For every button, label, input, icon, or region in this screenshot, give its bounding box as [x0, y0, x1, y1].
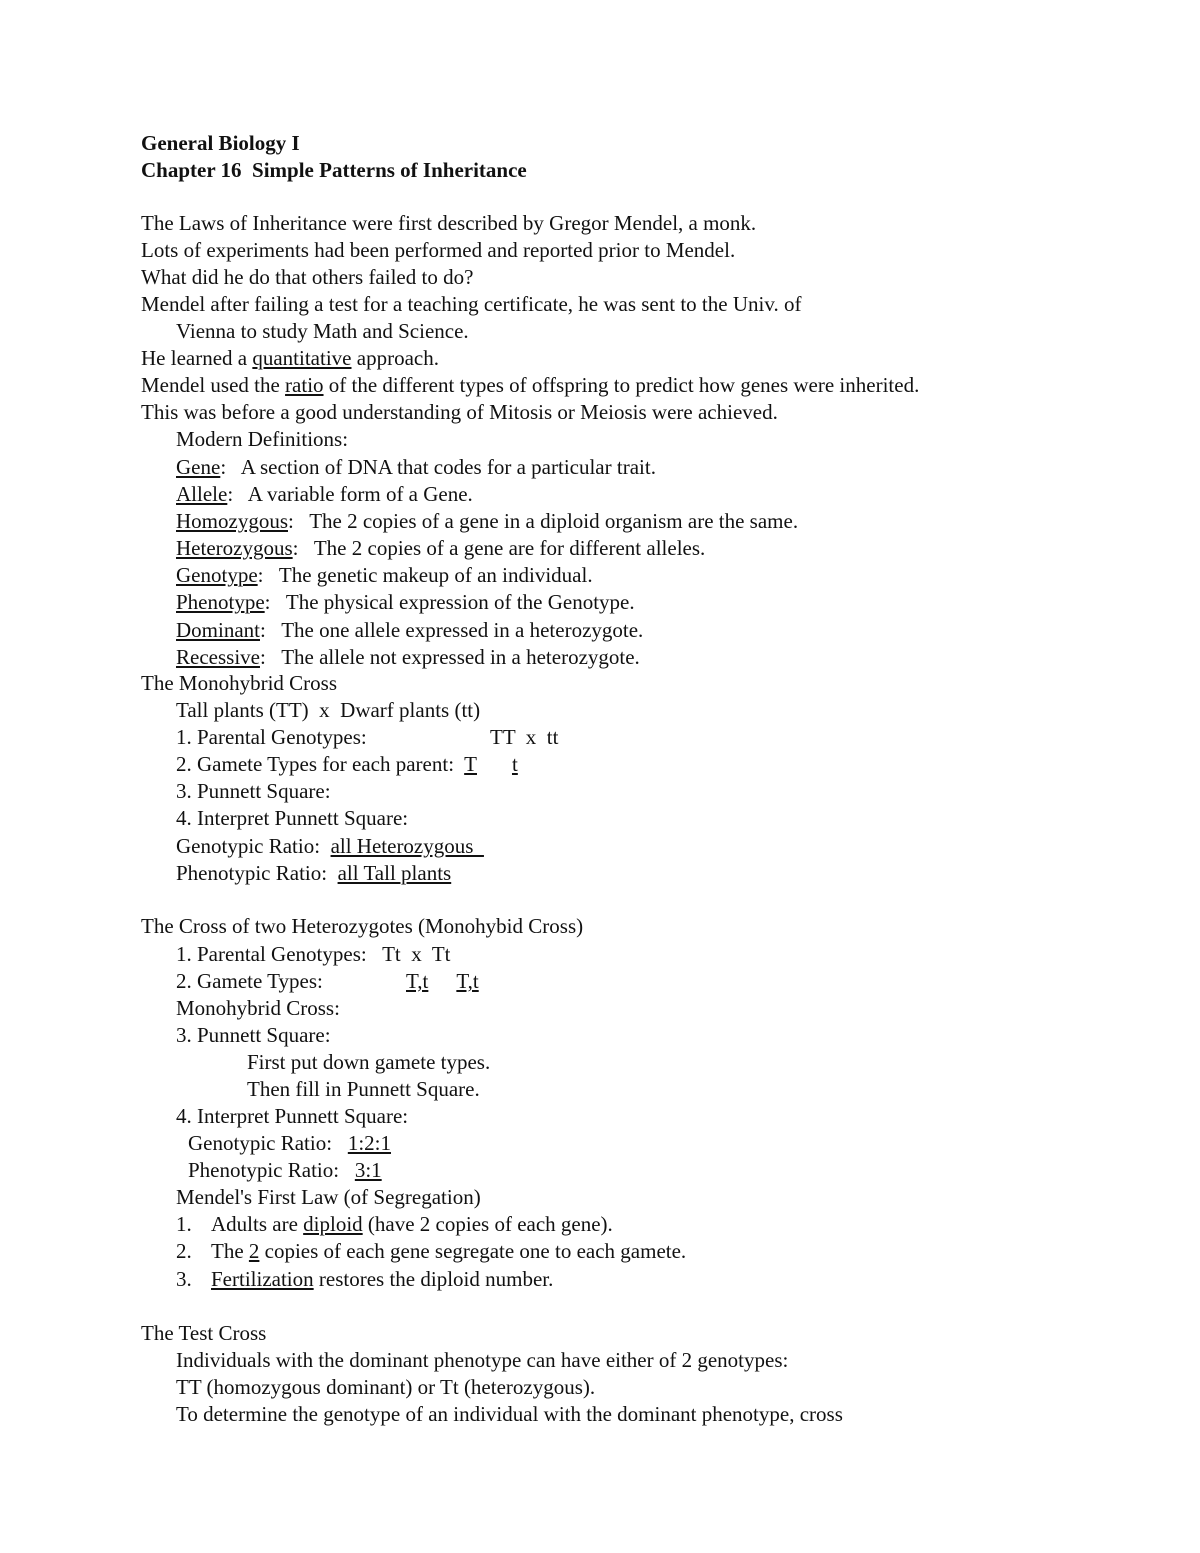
list-number: 1.	[176, 1212, 192, 1236]
intro-line-1: The Laws of Inheritance were first described by Gregor Mendel, a monk.	[141, 211, 757, 235]
definition-text: : The 2 copies of a gene in a diploid organism are the same.	[288, 509, 799, 533]
text: Mendel used the	[141, 373, 286, 397]
text: The	[211, 1239, 249, 1263]
text: (have 2 copies of each gene).	[362, 1212, 613, 1236]
hetero-mono-label: Monohybrid Cross:	[176, 996, 340, 1020]
monohybrid-step-1	[176, 724, 558, 750]
definition-text: : The one allele expressed in a heterozygote.	[260, 618, 644, 642]
definitions-heading: Modern Definitions:	[176, 427, 349, 451]
monohybrid-example: Tall plants (TT) x Dwarf plants (tt)	[176, 698, 481, 722]
law-item	[176, 1266, 553, 1292]
monohybrid-genotypic-ratio	[176, 833, 484, 859]
intro-line-4: Mendel after failing a test for a teaching certificate, he was sent to the Univ. of	[141, 292, 802, 316]
ratio-value: 1:2:1	[347, 1131, 391, 1155]
step-label: 2. Gamete Types:	[176, 969, 323, 993]
step-value: TT x tt	[490, 725, 559, 749]
definition-text: : A variable form of a Gene.	[227, 482, 473, 506]
definition-text: : The genetic makeup of an individual.	[257, 563, 593, 587]
monohybrid-step-4: 4. Interpret Punnett Square:	[176, 806, 409, 830]
definition-term: Allele	[176, 482, 228, 506]
definition-text: : A section of DNA that codes for a particular trait.	[220, 455, 656, 479]
underlined-term: quantitative	[252, 346, 352, 370]
definition-term: Genotype	[176, 563, 258, 587]
hetero-step-1: 1. Parental Genotypes: Tt x Tt	[176, 942, 451, 966]
hetero-step-2	[176, 968, 479, 994]
list-number: 3.	[176, 1267, 192, 1291]
hetero-step-4: 4. Interpret Punnett Square:	[176, 1104, 409, 1128]
text: approach.	[351, 346, 439, 370]
gamete-type: t	[511, 752, 518, 776]
testcross-line-3: To determine the genotype of an individual with the dominant phenotype, cross	[176, 1402, 843, 1426]
definition-item	[176, 535, 705, 561]
hetero-step-3: 3. Punnett Square:	[176, 1023, 331, 1047]
hetero-substep-2: Then fill in Punnett Square.	[247, 1077, 480, 1101]
text: restores the diploid number.	[313, 1267, 554, 1291]
monohybrid-step-3: 3. Punnett Square:	[176, 779, 331, 803]
intro-line-7	[141, 372, 919, 398]
testcross-line-2: TT (homozygous dominant) or Tt (heterozygous).	[176, 1375, 596, 1399]
ratio-value: all Heterozygous	[330, 834, 484, 858]
hetero-phenotypic-ratio	[188, 1157, 382, 1183]
mendel-law-heading: Mendel's First Law (of Segregation)	[176, 1185, 481, 1209]
definition-term: Phenotype	[176, 590, 265, 614]
definition-text: : The 2 copies of a gene are for different alleles.	[292, 536, 706, 560]
text: of the different types of offspring to predict how genes were inherited.	[323, 373, 920, 397]
hetero-substep-1: First put down gamete types.	[247, 1050, 491, 1074]
underlined-term: 2	[248, 1239, 260, 1263]
testcross-line-1: Individuals with the dominant phenotype can have either of 2 genotypes:	[176, 1348, 789, 1372]
definition-item	[176, 644, 640, 670]
definition-text: : The allele not expressed in a heterozygote.	[259, 645, 640, 669]
law-item	[176, 1211, 613, 1237]
ratio-label: Genotypic Ratio:	[188, 1131, 348, 1155]
hetero-genotypic-ratio	[188, 1130, 391, 1156]
intro-line-2: Lots of experiments had been performed and reported prior to Mendel.	[141, 238, 736, 262]
monohybrid-phenotypic-ratio	[176, 860, 451, 886]
monohybrid-step-2	[176, 751, 518, 777]
law-item	[176, 1238, 686, 1264]
ratio-label: Phenotypic Ratio:	[188, 1158, 355, 1182]
definition-item	[176, 481, 473, 507]
definition-item	[176, 617, 643, 643]
ratio-label: Phenotypic Ratio:	[176, 861, 338, 885]
ratio-value: 3:1	[354, 1158, 382, 1182]
gamete-type: T,t	[456, 969, 479, 993]
definition-item	[176, 589, 635, 615]
step-label: 1. Parental Genotypes:	[176, 725, 367, 749]
list-number: 2.	[176, 1239, 192, 1263]
step-label: 2. Gamete Types for each parent:	[176, 752, 465, 776]
definition-term: Homozygous	[176, 509, 288, 533]
definition-term: Heterozygous	[176, 536, 293, 560]
ratio-label: Genotypic Ratio:	[176, 834, 331, 858]
underlined-term: ratio	[285, 373, 324, 397]
chapter-title: Chapter 16 Simple Patterns of Inheritance	[141, 158, 527, 182]
gamete-type: T	[464, 752, 477, 776]
definition-item	[176, 562, 593, 588]
intro-line-3: What did he do that others failed to do?	[141, 265, 474, 289]
course-title: General Biology I	[141, 131, 300, 155]
definition-item	[176, 454, 656, 480]
intro-line-5: Vienna to study Math and Science.	[176, 319, 469, 343]
hetero-heading: The Cross of two Heterozygotes (Monohybid Cross)	[141, 914, 584, 938]
text: copies of each gene segregate one to each gamete.	[259, 1239, 687, 1263]
definition-item	[176, 508, 798, 534]
underlined-term: diploid	[303, 1212, 363, 1236]
gamete-type: T,t	[406, 969, 429, 993]
testcross-heading: The Test Cross	[141, 1321, 267, 1345]
intro-line-8: This was before a good understanding of Mitosis or Meiosis were achieved.	[141, 400, 778, 424]
intro-line-6	[141, 345, 439, 371]
monohybrid-heading: The Monohybrid Cross	[141, 671, 337, 695]
definition-term: Gene	[176, 455, 221, 479]
definition-term: Recessive	[176, 645, 260, 669]
ratio-value: all Tall plants	[337, 861, 452, 885]
text: Adults are	[211, 1212, 304, 1236]
definition-text: : The physical expression of the Genotype.	[264, 590, 635, 614]
definition-term: Dominant	[176, 618, 260, 642]
text: He learned a	[141, 346, 253, 370]
underlined-term: Fertilization	[211, 1267, 314, 1291]
